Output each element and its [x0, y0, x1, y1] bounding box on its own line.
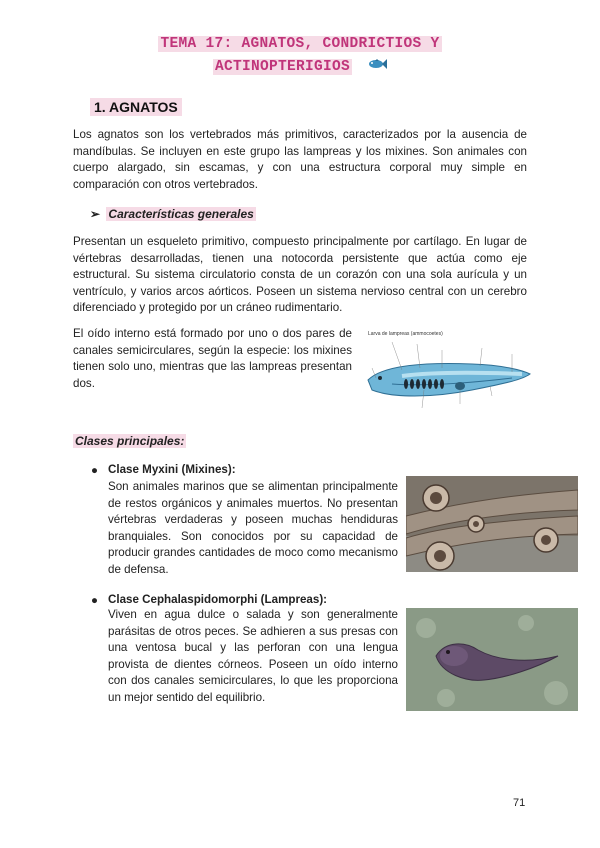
lamprey-larva-diagram	[362, 328, 532, 423]
arrow-bullet-icon: ➢	[90, 207, 101, 221]
page-title-line-1: TEMA 17: AGNATOS, CONDRICTIOS Y	[160, 36, 440, 52]
hagfish-photo	[406, 476, 578, 572]
class-myxini-title: Clase Myxini (Mixines):	[108, 463, 236, 476]
bullet-icon: ●	[91, 464, 99, 477]
section-heading-agnatos: 1. AGNATOS	[90, 98, 182, 116]
subheading-caracteristicas: ➢ Características generales	[90, 207, 254, 221]
class-myxini-text: Son animales marinos que se alimentan principalmente de restos orgánicos y animales muertos. No presentan vértebras verdaderas y poseen muchas hendiduras branquiales. Son conocidos por su capacidad de producir grandes cantidades de moco como mecanismo de defensa.	[108, 480, 398, 576]
intro-paragraph: Los agnatos son los vertebrados más primitivos, caracterizados por la ausencia de mandíbulas. Se incluyen en este grupo las lampreas y los mixines. Son animales con cuerpo alargado, sin escamas, y con una estructura corporal muy simple en comparación con otros vertebrados.	[73, 128, 527, 191]
diagram-title: Larva de lampreas (ammocoetes)	[368, 331, 443, 337]
classes-heading: Clases principales:	[75, 434, 185, 448]
ear-paragraph: El oído interno está formado por uno o dos pares de canales semicirculares, según la especie: los mixines tienen solo uno, mientras que las lampreas presentan dos.	[73, 327, 352, 390]
lamprey-photo	[406, 608, 578, 711]
page-title-line-2: ACTINOPTERIGIOS	[0, 58, 600, 75]
bullet-icon: ●	[91, 594, 99, 607]
general-paragraph: Presentan un esqueleto primitivo, compuesto principalmente por cartílago. En lugar de vértebras desarrolladas, tienen una notocorda persistente que actúa como eje estructural. Su sistema circulatorio consta de un corazón con una sola aurícula y un ventrículo, y varios arcos aórticos. Poseen un sistema nervioso central con un cerebro diferenciado y protegido por un cráneo rudimentario.	[73, 235, 527, 315]
class-cephalaspidomorphi-text: Viven en agua dulce o salada y son generalmente parásitas de otros peces. Se adhieren a sus presas con una ventosa bucal y las perforan con una lengua provista de dientes córneos. Poseen un oído interno con dos canales semicirculares, lo que les proporciona un mejor sentido del equilibrio.	[108, 608, 398, 704]
fish-icon	[367, 58, 387, 75]
class-cephalaspidomorphi-title: Clase Cephalaspidomorphi (Lampreas):	[108, 593, 328, 606]
page-number: 71	[513, 797, 526, 809]
